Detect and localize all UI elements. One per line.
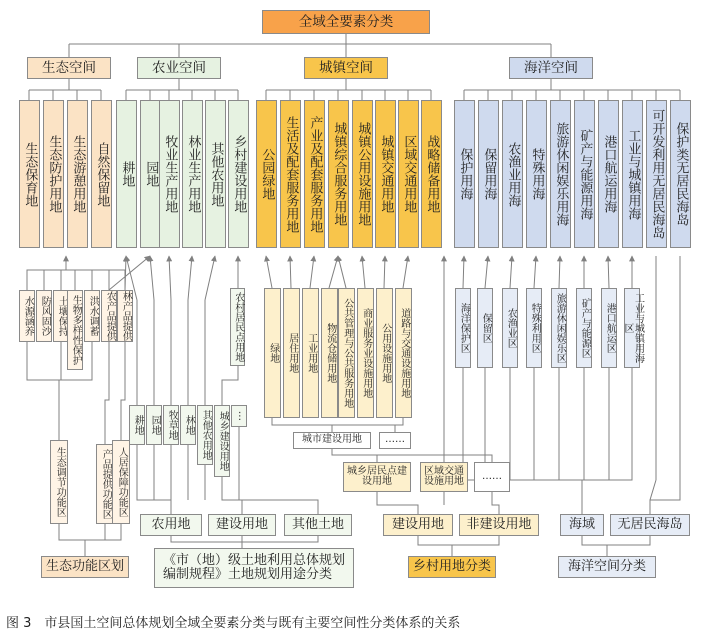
urban-item: 战略储备用地 bbox=[421, 100, 442, 248]
connector bbox=[362, 256, 365, 288]
rural-item: 城乡居民点建设用地 bbox=[343, 462, 411, 492]
ocean-item: 工业与城镇用海 bbox=[622, 100, 643, 248]
urban-item: 生活及配套服务用地 bbox=[280, 100, 301, 248]
city-item: 物流仓储用地 bbox=[321, 288, 338, 418]
urban-item: 公园绿地 bbox=[256, 100, 277, 248]
landplan-system: 《市（地）级土地利用总体规划编制规程》土地规划用途分类 bbox=[154, 548, 354, 588]
city-item: 商业服务业设施用地 bbox=[357, 288, 374, 418]
urban-item: 城镇公用设施用地 bbox=[352, 100, 373, 248]
landplan-item: 林地 bbox=[180, 405, 196, 445]
connector bbox=[150, 256, 154, 300]
ocean-item: 农渔业用海 bbox=[502, 100, 523, 248]
connector bbox=[510, 256, 512, 288]
ocean-item: 特殊用海 bbox=[526, 100, 547, 248]
connector bbox=[650, 480, 680, 500]
connector bbox=[205, 256, 215, 300]
urban-item: 城镇综合服务用地 bbox=[328, 100, 349, 248]
rural-category: 非建设用地 bbox=[459, 514, 539, 536]
connector bbox=[582, 536, 650, 545]
landplan-item: ⋮ bbox=[231, 405, 247, 427]
eco-function: 农产品提供 bbox=[101, 290, 117, 342]
connector bbox=[27, 342, 59, 440]
rural-item: 区域交通设施用地 bbox=[420, 462, 468, 492]
landplan-item: 耕地 bbox=[129, 405, 145, 445]
eco-zone-class: 人居保障功能区 bbox=[112, 440, 130, 524]
connector bbox=[266, 256, 272, 288]
agri-item: 耕地 bbox=[116, 100, 137, 248]
top-category: 全域全要素分类 bbox=[262, 10, 430, 34]
connector bbox=[559, 256, 560, 288]
ocean-zone: 工业与城镇用海区 bbox=[624, 288, 640, 368]
connector bbox=[310, 256, 314, 288]
connector bbox=[109, 256, 150, 290]
connector bbox=[121, 342, 125, 440]
ocean-zone: 保留区 bbox=[477, 288, 493, 368]
city-item: 公共管理与公共服务用地 bbox=[338, 288, 355, 418]
eco-zone-class: 产品提供功能区 bbox=[96, 444, 114, 524]
landuse-category: 建设用地 bbox=[208, 514, 276, 536]
connector bbox=[492, 492, 499, 514]
ocean-zone: 港口航运区 bbox=[601, 288, 617, 368]
ocean-category: 海域 bbox=[560, 514, 604, 536]
figure-caption: 图 3 市县国土空间总体规划全域全要素分类与既有主要空间性分类体系的关系 bbox=[6, 616, 461, 631]
connector bbox=[59, 524, 121, 540]
connector bbox=[332, 449, 377, 462]
landplan-item: 牧草地 bbox=[163, 405, 179, 445]
city-construction-land: 城市建设用地 bbox=[293, 432, 371, 449]
ocean-zone: 矿产与能源区 bbox=[576, 288, 592, 368]
city-item: 道路与交通设施用地 bbox=[395, 288, 412, 418]
ocean-item: 保护用海 bbox=[454, 100, 475, 248]
ocean-item: 保护类无居民海岛 bbox=[670, 100, 691, 248]
eco-function: 生物多样性保护 bbox=[67, 290, 83, 370]
city-item: 工业用地 bbox=[302, 288, 319, 418]
connector bbox=[384, 256, 385, 288]
eco-item: 生态游憩用地 bbox=[67, 100, 88, 248]
connector bbox=[650, 480, 656, 514]
rural-category: 建设用地 bbox=[383, 514, 453, 536]
eco-zone-class: 生态调节功能区 bbox=[50, 440, 68, 524]
agri-item: 园地 bbox=[140, 100, 161, 248]
agri-item: 牧业生产用地 bbox=[159, 100, 180, 248]
connector bbox=[534, 256, 536, 288]
connector bbox=[27, 270, 125, 290]
ocean-space: 海洋空间 bbox=[509, 57, 593, 79]
eco-zoning-system: 生态功能区划 bbox=[41, 556, 129, 578]
connector bbox=[290, 256, 291, 288]
agri-item: 乡村建设用地 bbox=[228, 100, 249, 248]
eco-function: 林产品提供 bbox=[117, 290, 133, 342]
connector bbox=[463, 256, 464, 288]
eco-item: 生态防护用地 bbox=[43, 100, 64, 248]
urban-item: 区域交通用地 bbox=[398, 100, 419, 248]
connector bbox=[418, 536, 499, 545]
connector bbox=[105, 342, 109, 444]
ocean-item: 港口航运用海 bbox=[598, 100, 619, 248]
agri-space: 农业空间 bbox=[137, 57, 221, 79]
connector bbox=[169, 256, 171, 300]
rural-land-system: 乡村用地分类 bbox=[408, 556, 496, 578]
connector bbox=[188, 256, 192, 300]
ocean-category: 无居民海岛 bbox=[610, 514, 690, 536]
landplan-item: 城乡建设用地 bbox=[214, 405, 230, 477]
ocean-space-system: 海洋空间分类 bbox=[558, 556, 656, 578]
ocean-item: 可开发利用无居民海岛 bbox=[646, 100, 667, 248]
connector bbox=[338, 256, 346, 288]
eco-item: 自然保留地 bbox=[91, 100, 112, 248]
urban-space: 城镇空间 bbox=[304, 57, 388, 79]
ellipsis-box: …… bbox=[379, 432, 411, 449]
connector bbox=[272, 418, 403, 425]
connector bbox=[222, 366, 238, 405]
urban-item: 产业及配套服务用地 bbox=[304, 100, 325, 248]
connector bbox=[171, 536, 318, 542]
ellipsis-box: …… bbox=[474, 462, 510, 492]
connector bbox=[485, 256, 488, 288]
ocean-zone: 海洋保护区 bbox=[455, 288, 471, 368]
landuse-category: 其他土地 bbox=[284, 514, 352, 536]
ocean-item: 旅游休闲娱乐用海 bbox=[550, 100, 571, 248]
village-residential-land: 农村居民点用地 bbox=[230, 288, 245, 366]
landplan-item: 其他农用地 bbox=[197, 405, 213, 465]
ocean-zone: 特殊利用区 bbox=[526, 288, 542, 368]
ocean-item: 保留用海 bbox=[478, 100, 499, 248]
agri-item: 林业生产用地 bbox=[182, 100, 203, 248]
landuse-category: 农用地 bbox=[140, 514, 202, 536]
landplan-item: 园地 bbox=[146, 405, 162, 445]
connector bbox=[377, 492, 418, 514]
connector bbox=[125, 256, 126, 290]
agri-item: 其他农用地 bbox=[205, 100, 226, 248]
eco-item: 生态保育地 bbox=[19, 100, 40, 248]
urban-item: 城镇交通用地 bbox=[375, 100, 396, 248]
eco-function: 土壤保持 bbox=[53, 290, 69, 342]
eco-function: 防风固沙 bbox=[36, 290, 52, 342]
connector bbox=[329, 256, 338, 288]
eco-function: 水源涵养 bbox=[19, 290, 35, 342]
city-item: 居住用地 bbox=[283, 288, 300, 418]
connector bbox=[377, 455, 492, 462]
eco-space: 生态空间 bbox=[27, 57, 111, 79]
ocean-zone: 农渔业区 bbox=[502, 288, 518, 368]
ocean-zone: 旅游休闲娱乐区 bbox=[551, 288, 567, 368]
city-item: 绿地 bbox=[264, 288, 281, 418]
eco-function: 洪水调蓄 bbox=[84, 290, 100, 342]
ocean-item: 矿产与能源用海 bbox=[574, 100, 595, 248]
city-item: 公用设施用地 bbox=[376, 288, 393, 418]
connector bbox=[403, 256, 408, 288]
connector bbox=[608, 256, 609, 288]
